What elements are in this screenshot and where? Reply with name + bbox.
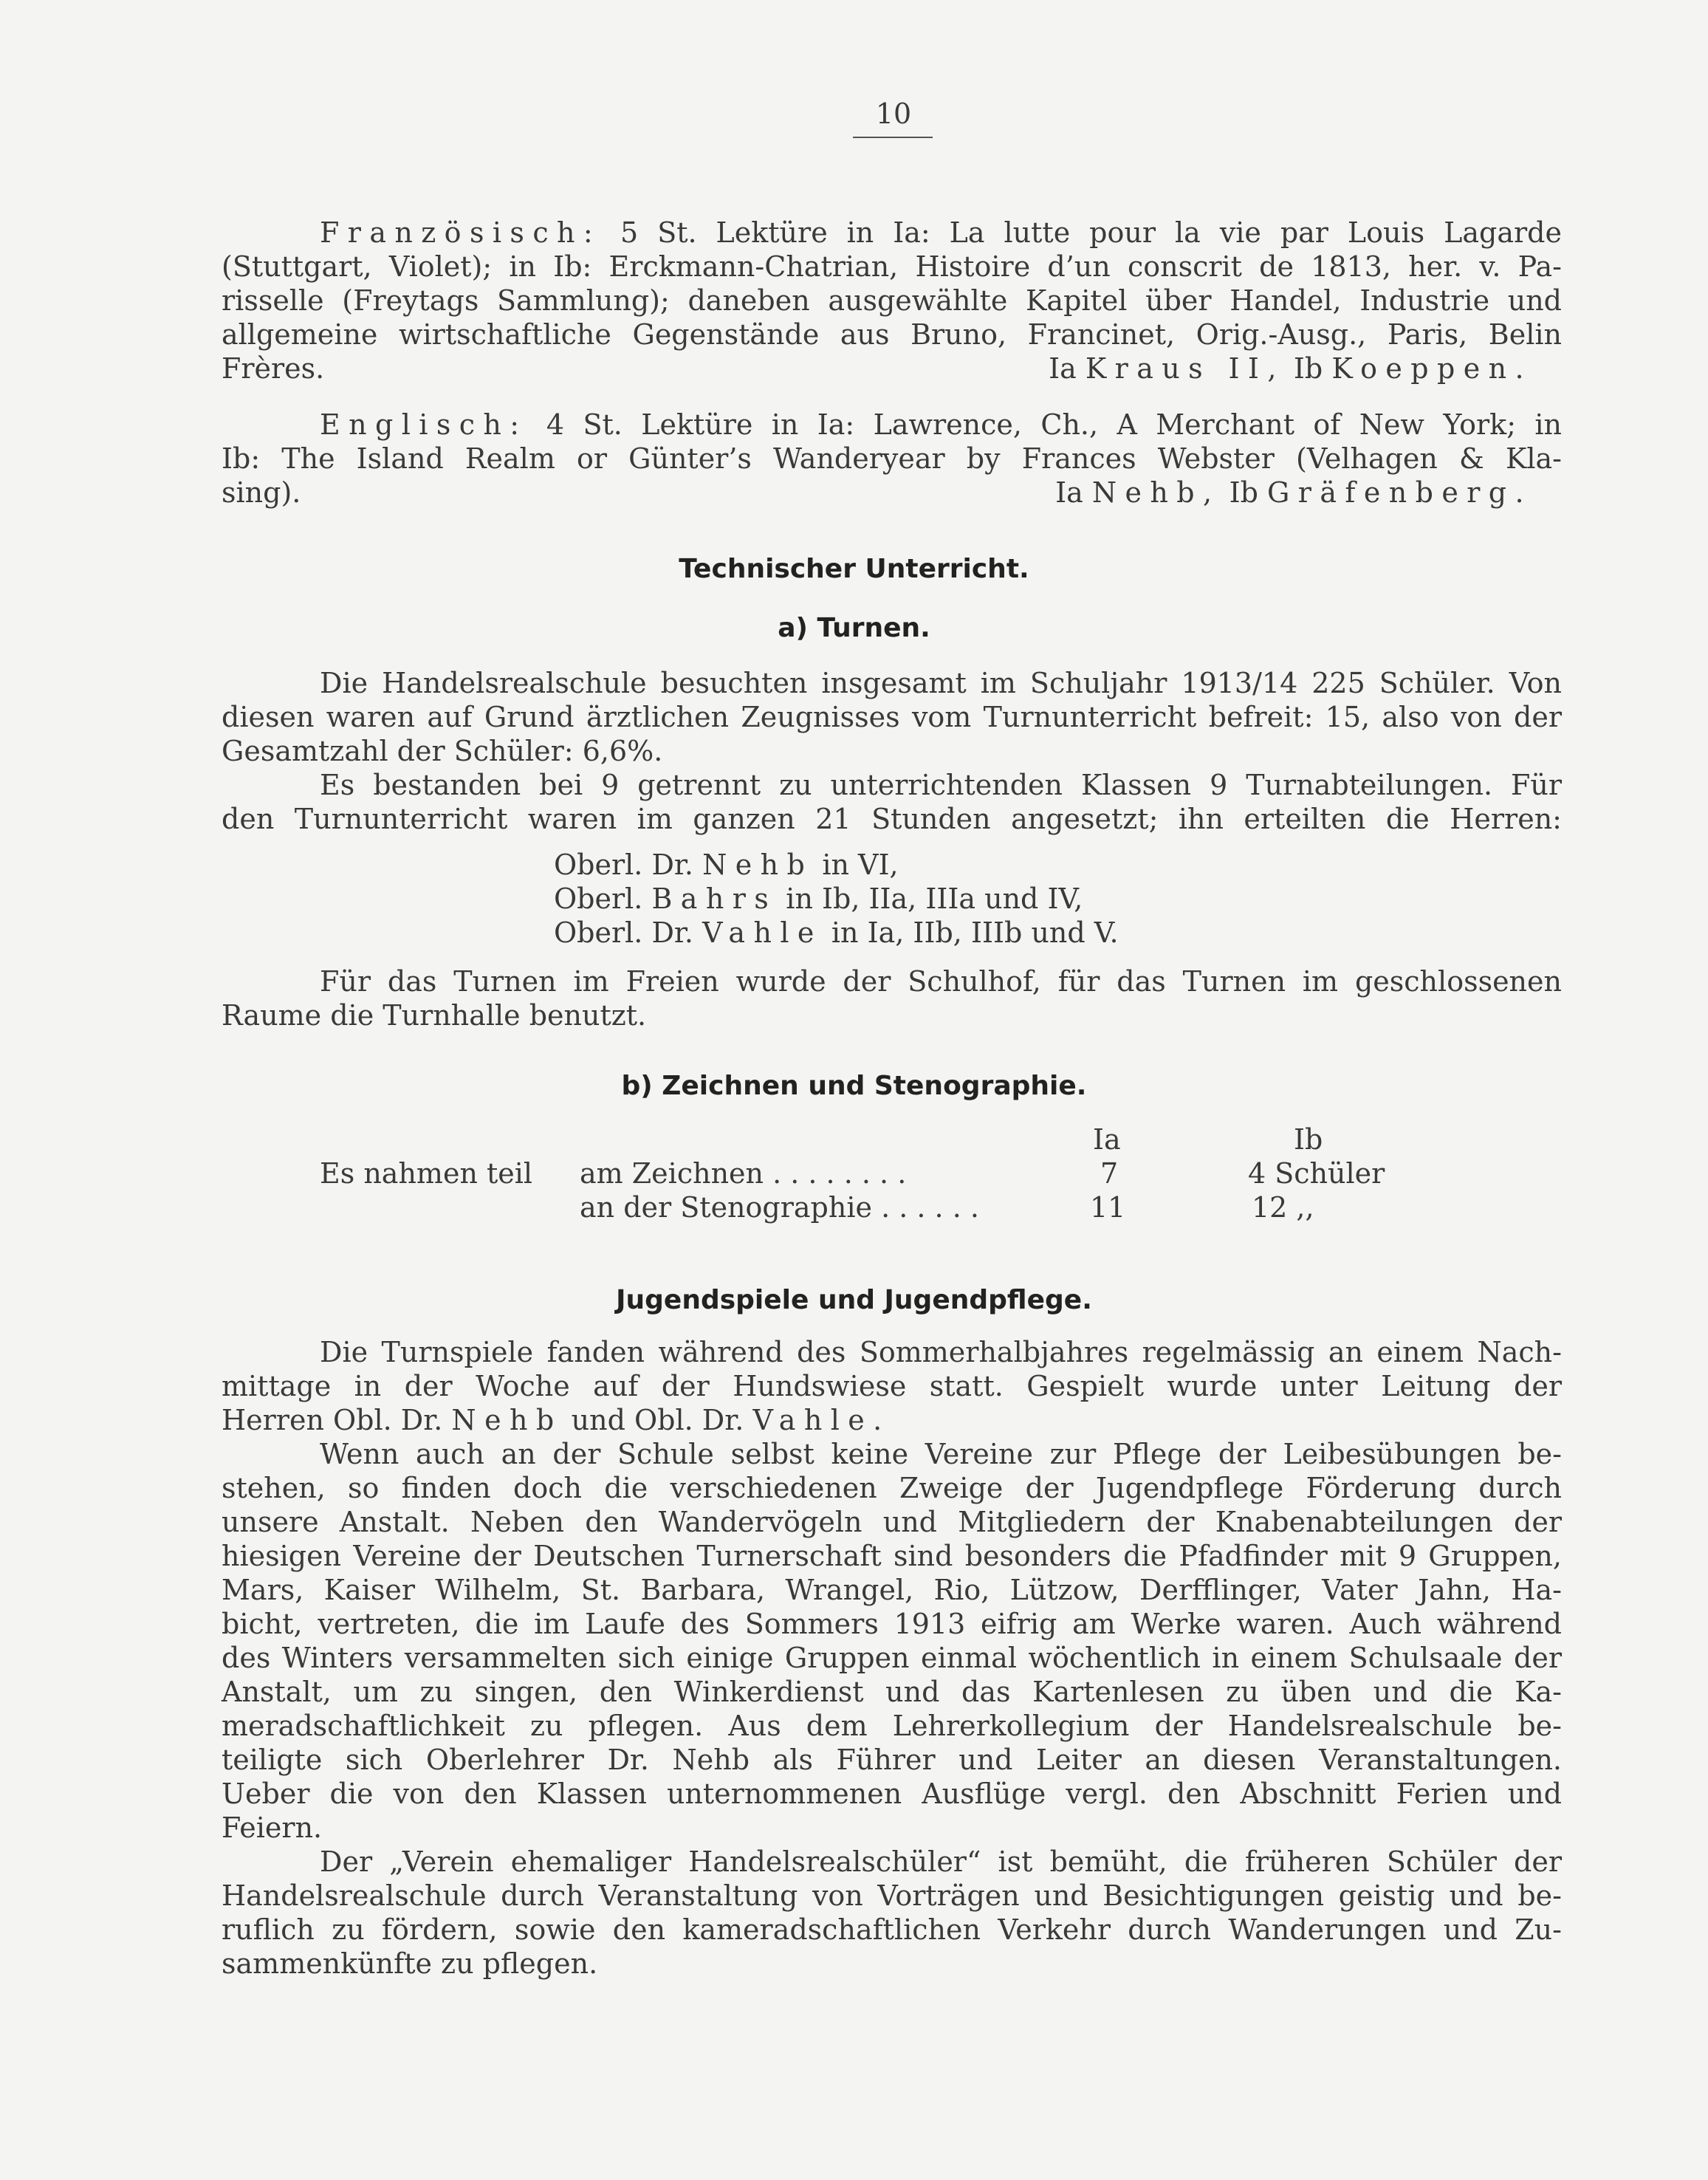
teacher-classes: in Ib, IIa, IIIa und IV,	[786, 882, 1083, 915]
franz-line-3: risselle (Freytags Sammlung); daneben ausgewählte Kapitel über Handel, Industrie und	[222, 284, 1562, 317]
franz-line-1	[222, 216, 1562, 250]
teacher-title: Oberl. Dr.	[554, 916, 693, 949]
franz-line-4: allgemeine wirtschaftliche Gegenstände aus Bruno, Francinet, Orig.-Ausg., Paris, Belin	[222, 318, 1562, 351]
turnen-p2-line-2: den Turnunterricht waren im ganzen 21 Stunden angesetzt; ihn erteilten die Herren:	[222, 803, 1562, 835]
teacher-classes: in VI,	[822, 849, 899, 881]
franz-text-1: 5 St. Lektüre in Ia: La lutte pour la vie par Louis Lagarde	[620, 216, 1562, 249]
turnen-p1-line-1: Die Handelsrealschule besuchten insgesamt im Schuljahr 1913/14 225 Schüler. Von	[320, 667, 1562, 699]
turnen-teacher-1	[554, 848, 899, 882]
engl-teachers	[1055, 476, 1532, 510]
jugend-p1-line-1: Die Turnspiele fanden während des Sommerhalbjahres regelmässig an einem Nach-	[320, 1336, 1562, 1368]
franz-teacher-a: Kraus II,	[1085, 352, 1285, 385]
franz-teacher-prefix-b: Ib	[1293, 352, 1323, 385]
turnen-heading: a) Turnen.	[778, 613, 930, 643]
jugend-p2-line-1: Wenn auch an der Schule selbst keine Vereine zur Pflege der Leibesübungen be-	[320, 1438, 1562, 1470]
franz-line-5	[222, 352, 1562, 385]
engl-text-3: sing).	[222, 476, 301, 509]
franz-text-5: Frères.	[222, 352, 325, 385]
row-steno-label: an der Stenographie . . . . . .	[580, 1191, 979, 1224]
jugend-p1-line-3	[222, 1403, 1562, 1437]
engl-teacher-a: Nehb,	[1091, 476, 1221, 509]
col-header-ib: Ib	[1294, 1123, 1323, 1156]
teacher-title: Oberl.	[554, 882, 643, 915]
jugend-p2-line-9: meradschaftlichkeit zu pflegen. Aus dem Lehrerkollegium der Handelsrealschule be-	[222, 1710, 1562, 1742]
jugend-p2-line-7: des Winters versammelten sich einige Gruppen einmal wöchentlich in einem Schulsaale der	[222, 1642, 1562, 1674]
teacher-title: Oberl. Dr.	[554, 849, 693, 881]
franz-label: Französisch:	[320, 216, 602, 249]
zeichnen-heading: b) Zeichnen und Stenographie.	[621, 1071, 1087, 1101]
text: Herren Obl. Dr.	[222, 1404, 443, 1436]
teacher-name: Vahle	[702, 916, 823, 949]
engl-line-2: Ib: The Island Realm or Günter’s Wanderyear by Frances Webster (Velhagen & Kla-	[222, 442, 1562, 475]
jugend-p2-line-4: hiesigen Vereine der Deutschen Turnerschaft sind besonders die Pfadfinder mit 9 Gruppen,	[222, 1540, 1562, 1572]
jugend-p2-line-12: Feiern.	[222, 1811, 323, 1844]
teacher-classes: in Ia, IIb, IIIb und V.	[831, 916, 1119, 949]
franz-line-2: (Stuttgart, Violet); in Ib: Erckmann-Chatrian, Histoire d’un conscrit de 1813, her. v. Pa-	[222, 250, 1562, 283]
jugend-p2-line-5: Mars, Kaiser Wilhelm, St. Barbara, Wrangel, Rio, Lützow, Derfflinger, Vater Jahn, Ha-	[222, 1574, 1562, 1606]
engl-teacher-b: Gräfenberg.	[1267, 476, 1532, 509]
jugend-p2-line-11: Ueber die von den Klassen unternommenen Ausflüge vergl. den Abschnitt Ferien und	[222, 1778, 1562, 1810]
engl-line-3	[222, 476, 1562, 510]
franz-teacher-b: Koeppen.	[1331, 352, 1532, 385]
row-zeichnen-label: am Zeichnen . . . . . . . .	[580, 1157, 907, 1190]
jugend-p2-line-6: bicht, vertreten, die im Laufe des Sommers 1913 eifrig am Werke waren. Auch während	[222, 1608, 1562, 1640]
engl-text-1: 4 St. Lektüre in Ia: Lawrence, Ch., A Merchant of New York; in	[546, 408, 1562, 441]
tech-heading: Technischer Unterricht.	[679, 554, 1029, 584]
jugend-p2-line-8: Anstalt, um zu singen, den Winkerdienst und das Kartenlesen zu üben und die Ka-	[222, 1676, 1562, 1708]
row-zeichnen-ia: 7	[1100, 1157, 1119, 1190]
jugend-p1-line-2: mittage in der Woche auf der Hundswiese statt. Gespielt wurde unter Leitung der	[222, 1370, 1562, 1402]
turnen-p3-line-2: Raume die Turnhalle benutzt.	[222, 999, 647, 1032]
jugend-p2-line-3: unsere Anstalt. Neben den Wandervögeln und Mitgliedern der Knabenabteilungen der	[222, 1506, 1562, 1538]
jugend-p3-line-3: ruflich zu fördern, sowie den kameradschaftlichen Verkehr durch Wanderungen und Zu-	[222, 1913, 1562, 1946]
turnen-p1-line-3: Gesamtzahl der Schüler: 6,6%.	[222, 735, 663, 767]
row-zeichnen-ib: 4 Schüler	[1248, 1157, 1385, 1190]
jugend-p2-line-2: stehen, so finden doch die verschiedenen Zweige der Jugendpflege Förderung durch	[222, 1472, 1562, 1504]
jugend-p3-line-1: Der „Verein ehemaliger Handelsrealschüler“ ist bemüht, die früheren Schüler der	[320, 1845, 1562, 1878]
engl-teacher-prefix-b: Ib	[1229, 476, 1258, 509]
participation-lead: Es nahmen teil	[320, 1157, 533, 1190]
row-steno-ia: 11	[1090, 1191, 1126, 1224]
jugend-p2-line-10: teiligte sich Oberlehrer Dr. Nehb als Führer und Leiter an diesen Veranstaltungen.	[222, 1744, 1562, 1776]
teacher-name: Nehb	[451, 1404, 563, 1436]
teacher-name: Vahle.	[752, 1404, 891, 1436]
turnen-p1-line-2: diesen waren auf Grund ärztlichen Zeugnisses vom Turnunterricht befreit: 15, also von der	[222, 701, 1562, 733]
engl-line-1	[222, 408, 1562, 442]
teacher-name: Bahrs	[651, 882, 778, 915]
teacher-name: Nehb	[702, 849, 814, 881]
turnen-teacher-3	[554, 916, 1119, 950]
turnen-p3-line-1: Für das Turnen im Freien wurde der Schulhof, für das Turnen im geschlossenen	[320, 965, 1562, 998]
jugend-heading: Jugendspiele und Jugendpflege.	[616, 1285, 1092, 1315]
franz-teachers	[1049, 352, 1532, 385]
turnen-teacher-2	[554, 882, 1083, 916]
turnen-p2-line-1: Es bestanden bei 9 getrennt zu unterrichtenden Klassen 9 Turnabteilungen. Für	[320, 769, 1562, 801]
page-number: 10	[875, 97, 912, 130]
page-number-rule	[853, 137, 933, 138]
col-header-ia: Ia	[1093, 1123, 1121, 1156]
row-steno-ib: 12 ,,	[1252, 1191, 1314, 1224]
engl-label: Englisch:	[320, 408, 528, 441]
jugend-p3-line-4: sammenkünfte zu pflegen.	[222, 1947, 598, 1980]
jugend-p3-line-2: Handelsrealschule durch Veranstaltung von Vorträgen und Besichtigungen geistig und be-	[222, 1879, 1562, 1912]
text: und Obl. Dr.	[571, 1404, 744, 1436]
franz-teacher-prefix-a: Ia	[1049, 352, 1077, 385]
engl-teacher-prefix-a: Ia	[1055, 476, 1083, 509]
